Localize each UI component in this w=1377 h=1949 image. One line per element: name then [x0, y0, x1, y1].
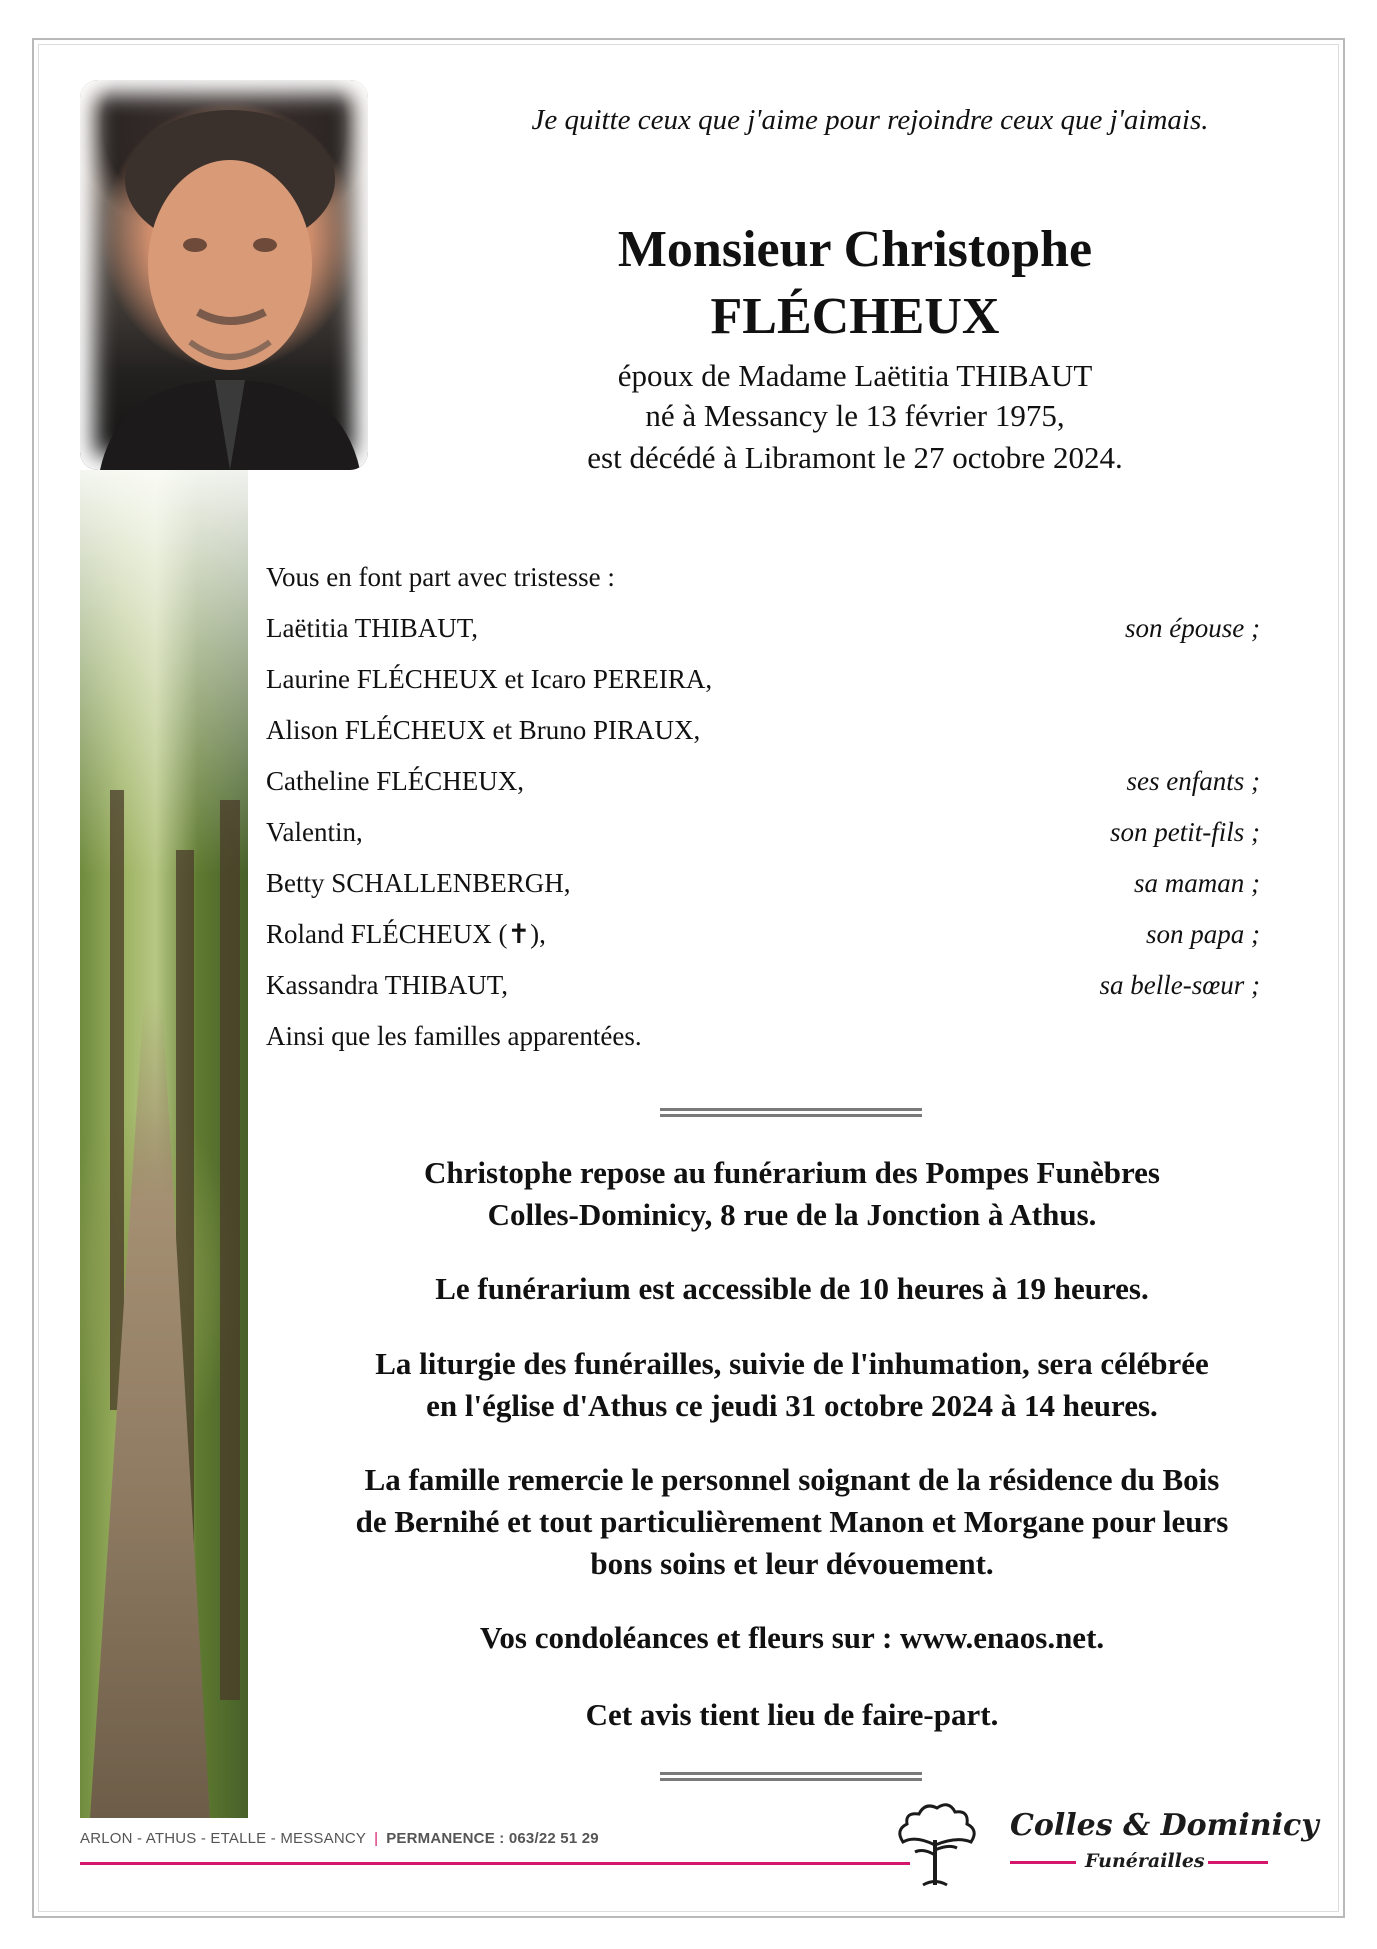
footer-accent-line — [80, 1862, 910, 1865]
deceased-photo — [80, 80, 368, 470]
footer-separator: | — [374, 1830, 379, 1847]
birth-line: né à Messancy le 13 février 1975, — [645, 398, 1065, 433]
family-row: Betty SCHALLENBERGH, sa maman ; — [266, 868, 1260, 898]
family-row: Kassandra THIBAUT, sa belle-sœur ; — [266, 970, 1260, 1000]
thanks-paragraph: La famille remercie le personnel soignant de la résidence du Bois de Bernihé et tout particulièrement Manon et Morgane pour leurs bons soins et leur dévouement. — [355, 1462, 1229, 1581]
death-line: est décédé à Libramont le 27 octobre 2024. — [587, 440, 1123, 475]
repose-paragraph: Christophe repose au funérarium des Pompes Funèbres Colles-Dominicy, 8 rue de la Jonction à Athus. — [424, 1155, 1160, 1232]
family-row: Laëtitia THIBAUT, son épouse ; — [266, 613, 1260, 643]
footer-towns: ARLON - ATHUS - ETALLE - MESSANCY — [80, 1830, 367, 1847]
family-row: Alison FLÉCHEUX et Bruno PIRAUX, — [266, 715, 701, 745]
forest-path-image — [80, 470, 248, 1818]
hours-paragraph: Le funérarium est accessible de 10 heures à 19 heures. — [435, 1271, 1149, 1306]
divider-bottom — [660, 1772, 922, 1781]
family-row: Laurine FLÉCHEUX et Icaro PEREIRA, — [266, 664, 713, 694]
deceased-name-line2: FLÉCHEUX — [710, 288, 1000, 345]
tree-logo-icon — [885, 1790, 985, 1890]
spouse-line: époux de Madame Laëtitia THIBAUT — [617, 358, 1093, 393]
family-row: Catheline FLÉCHEUX, ses enfants ; — [266, 766, 1260, 796]
family-intro: Vous en font part avec tristesse : — [266, 562, 615, 592]
brand-line-left — [1010, 1861, 1076, 1864]
notice-line: Cet avis tient lieu de faire-part. — [585, 1697, 999, 1732]
family-list — [266, 552, 1266, 1062]
memorial-quote: Je quitte ceux que j'aime pour rejoindre ceux que j'aimais. — [531, 104, 1209, 136]
liturgy-paragraph: La liturgie des funérailles, suivie de l'inhumation, sera célébrée en l'église d'Athus ce jeudi 31 octobre 2024 à 14 heures. — [375, 1346, 1209, 1423]
family-row: Roland FLÉCHEUX (✝), son papa ; — [266, 919, 1260, 949]
family-row: Valentin, son petit-fils ; — [266, 817, 1260, 847]
condolences-line: Vos condoléances et fleurs sur : www.enaos.net. — [479, 1620, 1105, 1655]
brand-name: Colles & Dominicy — [1010, 1808, 1319, 1843]
family-outro: Ainsi que les familles apparentées. — [266, 1021, 642, 1051]
deceased-name-line1: Monsieur Christophe — [617, 221, 1093, 278]
brand-line-right — [1208, 1861, 1268, 1864]
brand-subtitle: Funérailles — [1085, 1850, 1205, 1872]
footer-permanence: PERMANENCE : 063/22 51 29 — [386, 1830, 599, 1847]
divider-top — [660, 1108, 922, 1117]
footer-contact — [80, 1830, 599, 1847]
